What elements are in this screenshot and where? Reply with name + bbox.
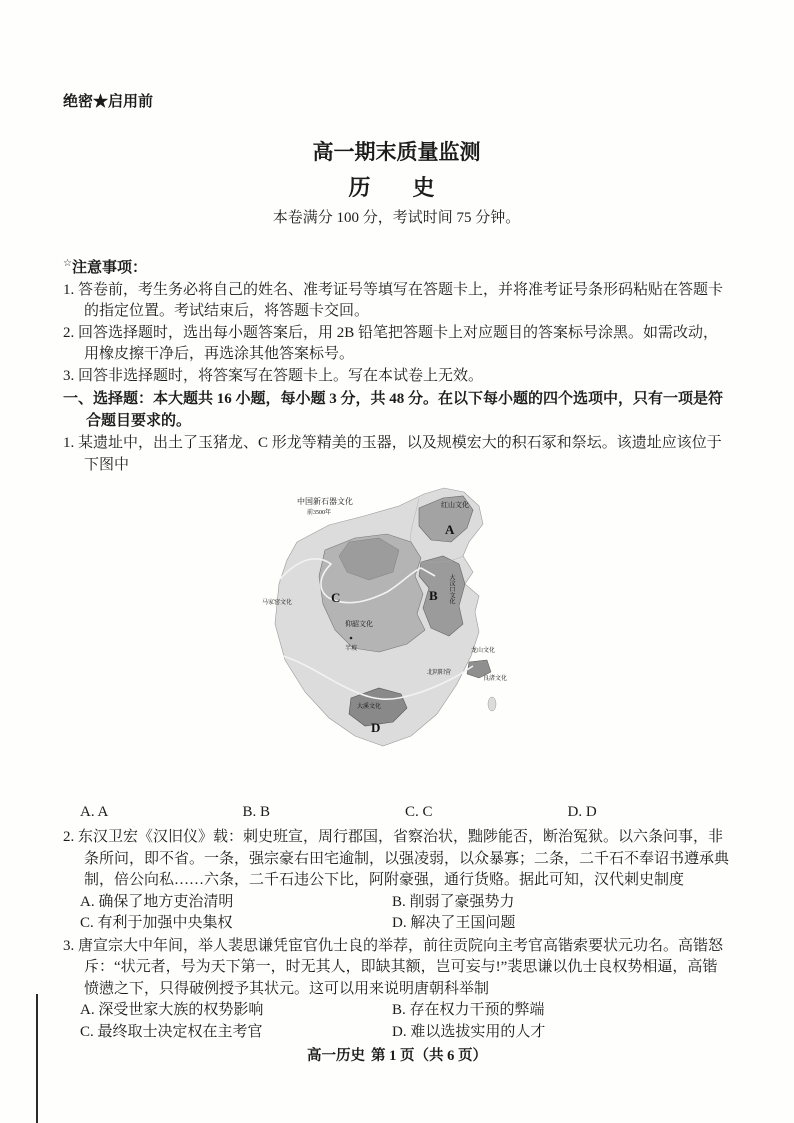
q1-option-c: C. C (405, 803, 433, 820)
map-label-hongshan: 红山文化 (441, 501, 469, 509)
footer-course: 高一历史 (307, 1048, 365, 1064)
map-label-beiyinyangying: 北阴阳营 (427, 670, 452, 676)
q2-option-a: A. 确保了地方吏治清明 (80, 893, 234, 910)
map-label-liangzhu: 良渚文化 (483, 676, 508, 682)
map-subtitle: 前3500年 (307, 510, 332, 516)
map-marker-c: C (331, 590, 341, 605)
notice-heading-row (63, 253, 730, 280)
q3-option-c: C. 最终取士决定权在主考官 (80, 1023, 263, 1040)
section-1-heading: 一、选择题：本大题共 16 小题，每小题 3 分，共 48 分。在以下每小题的四个选项中，只有一项是符合题目要求的。 (63, 391, 724, 429)
q2-option-c: C. 有利于加强中央集权 (80, 915, 233, 931)
q3-option-b: B. 存在权力干预的弊端 (392, 1002, 545, 1018)
q3-option-a: A. 深受世家大族的权势影响 (80, 1002, 264, 1018)
binding-spine-line (36, 994, 38, 1123)
map-marker-a: A (445, 522, 455, 537)
map-marker-d: D (371, 720, 381, 735)
notice-heading: 注意事项： (71, 260, 147, 276)
neolithic-cultures-map-image (259, 480, 534, 788)
question-1-options (63, 802, 730, 824)
notice-star-icon: ☆ (63, 258, 72, 269)
map-marker-b: B (429, 588, 438, 603)
map-label-longshan: 龙山文化 (471, 648, 496, 654)
question-2-stem: 2. 东汉卫宏《汉旧仪》载：刺史班宣，周行郡国，省察治状，黜陟能否，断治冤狱。以六条问事，非条所问，即不省。一条，强宗豪右田宅逾制，以强凌弱，以众暴寡；二条，二千石不奉诏书遵承典制，倍公向私……六条，二千石违公下比，阿附豪强，通行货赂。据此可知，汉代刺史制度 (63, 829, 730, 888)
notice-item-3: 3. 回答非选择题时，将答案写在答题卡上。写在本试卷上无效。 (63, 367, 484, 384)
map-title: 中国新石器文化 (297, 497, 353, 506)
map-label-majiayao: 马家窑文化 (262, 600, 293, 606)
q1-option-a: A. A (80, 803, 109, 820)
question-3-options (63, 1000, 730, 1043)
q2-option-b: B. 削弱了豪强势力 (392, 893, 515, 910)
map-label-yangshao: 仰韶文化 (345, 620, 373, 628)
map-label-banpo: 半坡 (345, 646, 358, 652)
classification-label: 绝密★启用前 (63, 94, 154, 110)
q1-option-b: B. B (242, 803, 271, 820)
footer-page-number: 第 1 页（共 6 页） (371, 1048, 487, 1064)
question-1-stem: 1. 某遗址中，出土了玉猪龙、C 形龙等精美的玉器，以及规模宏大的积石冢和祭坛。该遗址应该位于下图中 (63, 435, 722, 473)
question-3-stem: 3. 唐宣宗大中年间，举人裴思谦凭宦官仇士良的举荐，前往贡院向主考官高锴索要状元功名。高锴怒斥：“状元者，号为天下第一，时无其人，即缺其额，岂可妄与!”裴思谦以仇士良权势相逼，高锴愤懑之下，只得破例授予其状元。这可以用来说明唐朝科举制 (63, 937, 724, 997)
question-1-map (63, 480, 730, 796)
q1-option-d: D. D (567, 803, 597, 820)
page-footer (0, 1046, 794, 1068)
map-banpo-site-dot (350, 637, 353, 640)
q2-option-d: D. 解决了王国问题 (392, 915, 516, 931)
notice-item-1: 1. 答卷前，考生务必将自己的姓名、准考证号等填写在答题卡上，并将准考证号条形码粘贴在答题卡的指定位置。考试结束后，将答题卡交回。 (63, 281, 724, 319)
map-island (488, 697, 496, 711)
q3-option-d: D. 难以选拔实用的人才 (392, 1023, 546, 1040)
map-label-dawenkou: 大汶口文化 (448, 574, 454, 604)
question-2-options (63, 892, 730, 935)
exam-info: 本卷满分 100 分，考试时间 75 分钟。 (272, 209, 521, 226)
map-label-daxi: 大溪文化 (357, 704, 382, 710)
exam-title: 高一期末质量监测 (312, 139, 481, 164)
notice-item-2: 2. 回答选择题时，选出每小题答案后，用 2B 铅笔把答题卡上对应题目的答案标号涂黑。如需改动，用橡皮擦干净后，再选涂其他答案标号。 (63, 324, 719, 362)
exam-subject: 历 史 (348, 174, 445, 200)
